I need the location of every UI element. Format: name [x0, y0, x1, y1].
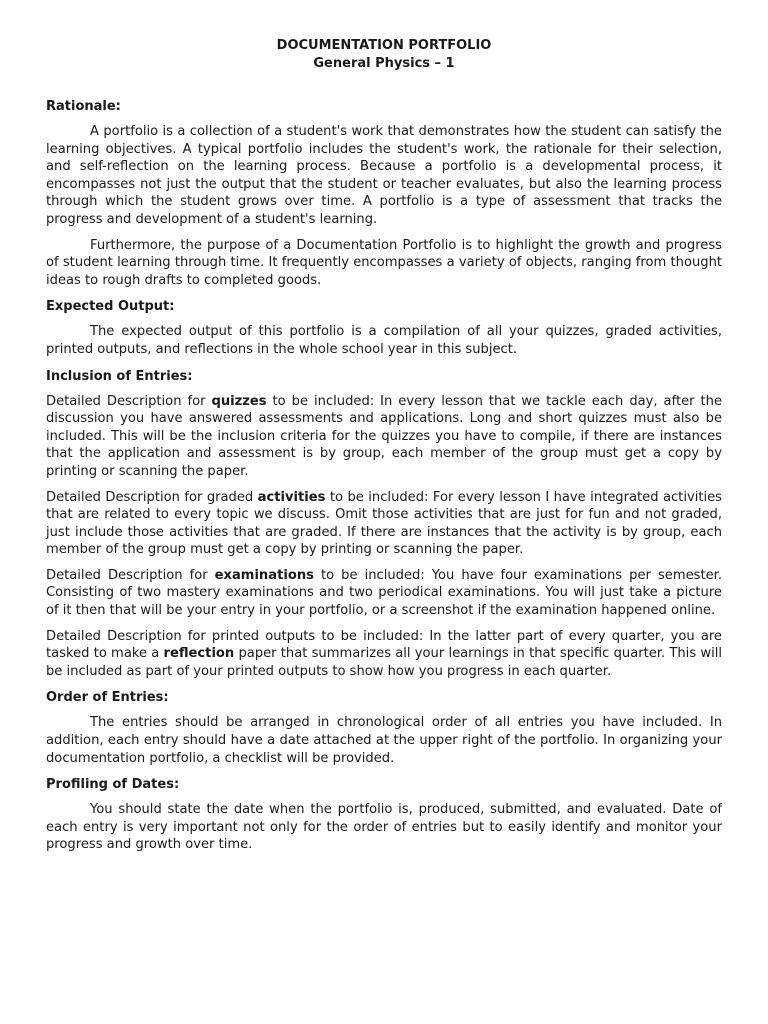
profiling-heading: Profiling of Dates:	[46, 777, 180, 793]
activities-paragraph	[46, 489, 722, 559]
quizzes-paragraph	[46, 393, 722, 481]
order-heading: Order of Entries:	[46, 690, 169, 706]
examinations-keyword: examinations	[214, 567, 314, 583]
inclusion-heading: Inclusion of Entries:	[46, 368, 193, 384]
activities-text-pre: Detailed Description for graded	[46, 489, 258, 505]
rationale-paragraph-2: Furthermore, the purpose of a Documentation Portfolio is to highlight the growth and progress of student learning through time. It frequently encompasses a variety of objects, ranging from thought ideas to rough drafts to completed goods.	[46, 237, 722, 288]
profiling-paragraph: You should state the date when the portfolio is, produced, submitted, and evaluated. Date of each entry is very important not only for the order of entries but to easily identify and monitor your progress and growth over time.	[46, 802, 722, 853]
document-subtitle: General Physics – 1	[313, 56, 455, 71]
reflection-keyword: reflection	[163, 646, 235, 662]
rationale-paragraph-1: A portfolio is a collection of a student's work that demonstrates how the student can satisfy the learning objectives. A typical portfolio includes the student's work, the rationale for their selection, and self-reflection on the learning process. Because a portfolio is a developmental process, it encompasses not just the output that the student or teacher evaluates, but also the learning process through which the student grows over time. A portfolio is a type of assessment that tracks the progress and development of a student's learning.	[46, 124, 722, 227]
quizzes-keyword: quizzes	[211, 393, 267, 409]
quizzes-text-pre: Detailed Description for	[46, 393, 212, 409]
printed-outputs-paragraph	[46, 628, 722, 681]
order-paragraph: The entries should be arranged in chronological order of all entries you have included. In addition, each entry should have a date attached at the upper right of the portfolio. In organizing your documentation portfolio, a checklist will be provided.	[46, 715, 722, 766]
activities-text-post: to be included: For every lesson I have integrated activities that are related to every topic we discuss. Omit those activities that are just for fun and not graded, just include those activities that are graded. If there are instances that the activity is by group, each member of the group must get a copy by printing or scanning the paper.	[46, 489, 722, 558]
examinations-text-post: to be included: You have four examinations per semester. Consisting of two mastery examinations and two periodical examinations. You will just take a picture of it then that will be your entry in your portfolio, or a screenshot if the examination happened online.	[46, 567, 722, 619]
activities-keyword: activities	[257, 489, 326, 505]
expected-output-paragraph: The expected output of this portfolio is a compilation of all your quizzes, graded activities, printed outputs, and reflections in the whole school year in this subject.	[46, 324, 722, 357]
document-title: DOCUMENTATION PORTFOLIO	[276, 38, 492, 53]
printed-text-pre: Detailed Description for printed outputs to be included: In the latter part of every quarter, you are tasked to make a	[46, 628, 722, 662]
examinations-paragraph	[46, 567, 722, 620]
expected-output-heading: Expected Output:	[46, 299, 175, 315]
quizzes-text-post: to be included: In every lesson that we tackle each day, after the discussion you have answered assessments and applications. Long and short quizzes must also be included. This will be the inclusion criteria for the quizzes you have to compile, if there are instances that the application and assessment is by group, each member of the group must get a copy by printing or scanning the paper.	[46, 393, 722, 479]
rationale-heading: Rationale:	[46, 99, 121, 114]
printed-text-post: paper that summarizes all your learnings in that specific quarter. This will be included as part of your printed outputs to show how you progress in each quarter.	[46, 646, 722, 679]
examinations-text-pre: Detailed Description for	[46, 567, 215, 583]
